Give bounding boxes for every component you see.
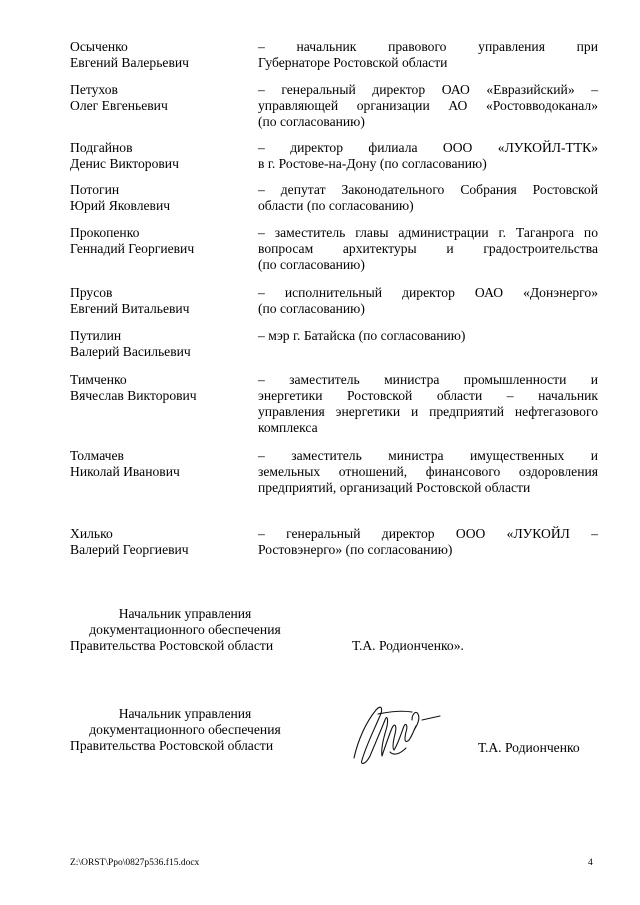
member-role [258, 285, 598, 317]
member-surname: Путилин [70, 328, 122, 343]
member-role [258, 526, 598, 558]
member-surname: Подгайнов [70, 140, 133, 155]
member-surname: Тимченко [70, 372, 127, 387]
member-role-line: (по согласованию) [258, 301, 365, 316]
member-name [70, 328, 250, 360]
member-role-line: энергетики Ростовской области – начальник [258, 388, 598, 403]
member-role-line: – мэр г. Батайска (по согласованию) [258, 328, 466, 343]
signatory-title-line: Правительства Ростовской области [70, 738, 274, 753]
member-role-line: – начальник правового управления при [258, 39, 598, 54]
member-role-line: (по согласованию) [258, 257, 365, 272]
member-given-names: Валерий Васильевич [70, 344, 191, 359]
member-given-names: Евгений Витальевич [70, 301, 190, 316]
member-role-line: – директор филиала ООО «ЛУКОЙЛ-ТТК» [258, 140, 598, 155]
member-role-line: Ростовэнерго» (по согласованию) [258, 542, 453, 557]
member-role-line: Губернаторе Ростовской области [258, 55, 448, 70]
final-signatory-title [70, 706, 300, 754]
member-role-line: – заместитель министра имущественных и [258, 448, 598, 463]
member-role-line: (по согласованию) [258, 114, 365, 129]
member-role-line: области (по согласованию) [258, 198, 414, 213]
final-signatory-name: Т.А. Родионченко [478, 740, 580, 755]
member-given-names: Юрий Яковлевич [70, 198, 171, 213]
member-given-names: Евгений Валерьевич [70, 55, 189, 70]
member-surname: Осыченко [70, 39, 128, 54]
member-name [70, 140, 250, 172]
handwritten-signature [348, 700, 448, 770]
member-surname: Потогин [70, 182, 120, 197]
member-role-line: комплекса [258, 420, 318, 435]
member-given-names: Николай Иванович [70, 464, 180, 479]
member-role [258, 140, 598, 172]
member-role [258, 39, 598, 71]
signatory-title-line: Начальник управления [118, 606, 252, 621]
member-role-line: – исполнительный директор ОАО «Донэнерго» [258, 285, 598, 300]
member-role-line: управления энергетики и предприятий нефтегазового [258, 404, 598, 419]
member-role [258, 372, 598, 436]
member-name [70, 182, 250, 214]
member-surname: Толмачев [70, 448, 124, 463]
member-role-line: – заместитель министра промышленности и [258, 372, 598, 387]
signatory-title-line: Правительства Ростовской области [70, 638, 274, 653]
member-role-line: – генеральный директор ОАО «Евразийский» – [258, 82, 598, 97]
member-role [258, 182, 598, 214]
member-name [70, 285, 250, 317]
member-name [70, 82, 250, 114]
member-role-line: – заместитель главы администрации г. Таганрога по [258, 225, 598, 240]
member-name [70, 526, 250, 558]
footer-file-path: Z:\ORST\Ppo\0827p536.f15.docx [70, 858, 200, 868]
member-role [258, 448, 598, 496]
member-given-names: Денис Викторович [70, 156, 179, 171]
member-given-names: Геннадий Георгиевич [70, 241, 195, 256]
member-given-names: Вячеслав Викторович [70, 388, 197, 403]
member-role-line: предприятий, организаций Ростовской области [258, 480, 531, 495]
signatory-title-line: документационного обеспечения [89, 622, 281, 637]
member-name [70, 448, 250, 480]
member-role [258, 225, 598, 273]
member-name [70, 39, 250, 71]
signatory-title-line: Начальник управления [118, 706, 252, 721]
member-role-line: – депутат Законодательного Собрания Ростовской [258, 182, 598, 197]
member-name [70, 372, 250, 404]
member-role-line: земельных отношений, финансового оздоровления [258, 464, 598, 479]
quoted-signatory-title [70, 606, 300, 654]
member-surname: Петухов [70, 82, 118, 97]
member-role-line: управляющей организации АО «Ростовводоканал» [258, 98, 598, 113]
signatory-title-line: документационного обеспечения [89, 722, 281, 737]
member-name [70, 225, 250, 257]
member-role [258, 82, 598, 130]
footer-page-number: 4 [588, 858, 593, 868]
member-given-names: Олег Евгеньевич [70, 98, 168, 113]
member-role-line: вопросам архитектуры и градостроительства [258, 241, 598, 256]
member-role-line: – генеральный директор ООО «ЛУКОЙЛ – [258, 526, 598, 541]
member-surname: Хилько [70, 526, 113, 541]
member-surname: Прусов [70, 285, 113, 300]
member-given-names: Валерий Георгиевич [70, 542, 189, 557]
member-role-line: в г. Ростове-на-Дону (по согласованию) [258, 156, 487, 171]
quoted-signatory-name: Т.А. Родионченко». [352, 638, 464, 653]
member-surname: Прокопенко [70, 225, 140, 240]
member-role [258, 328, 598, 344]
